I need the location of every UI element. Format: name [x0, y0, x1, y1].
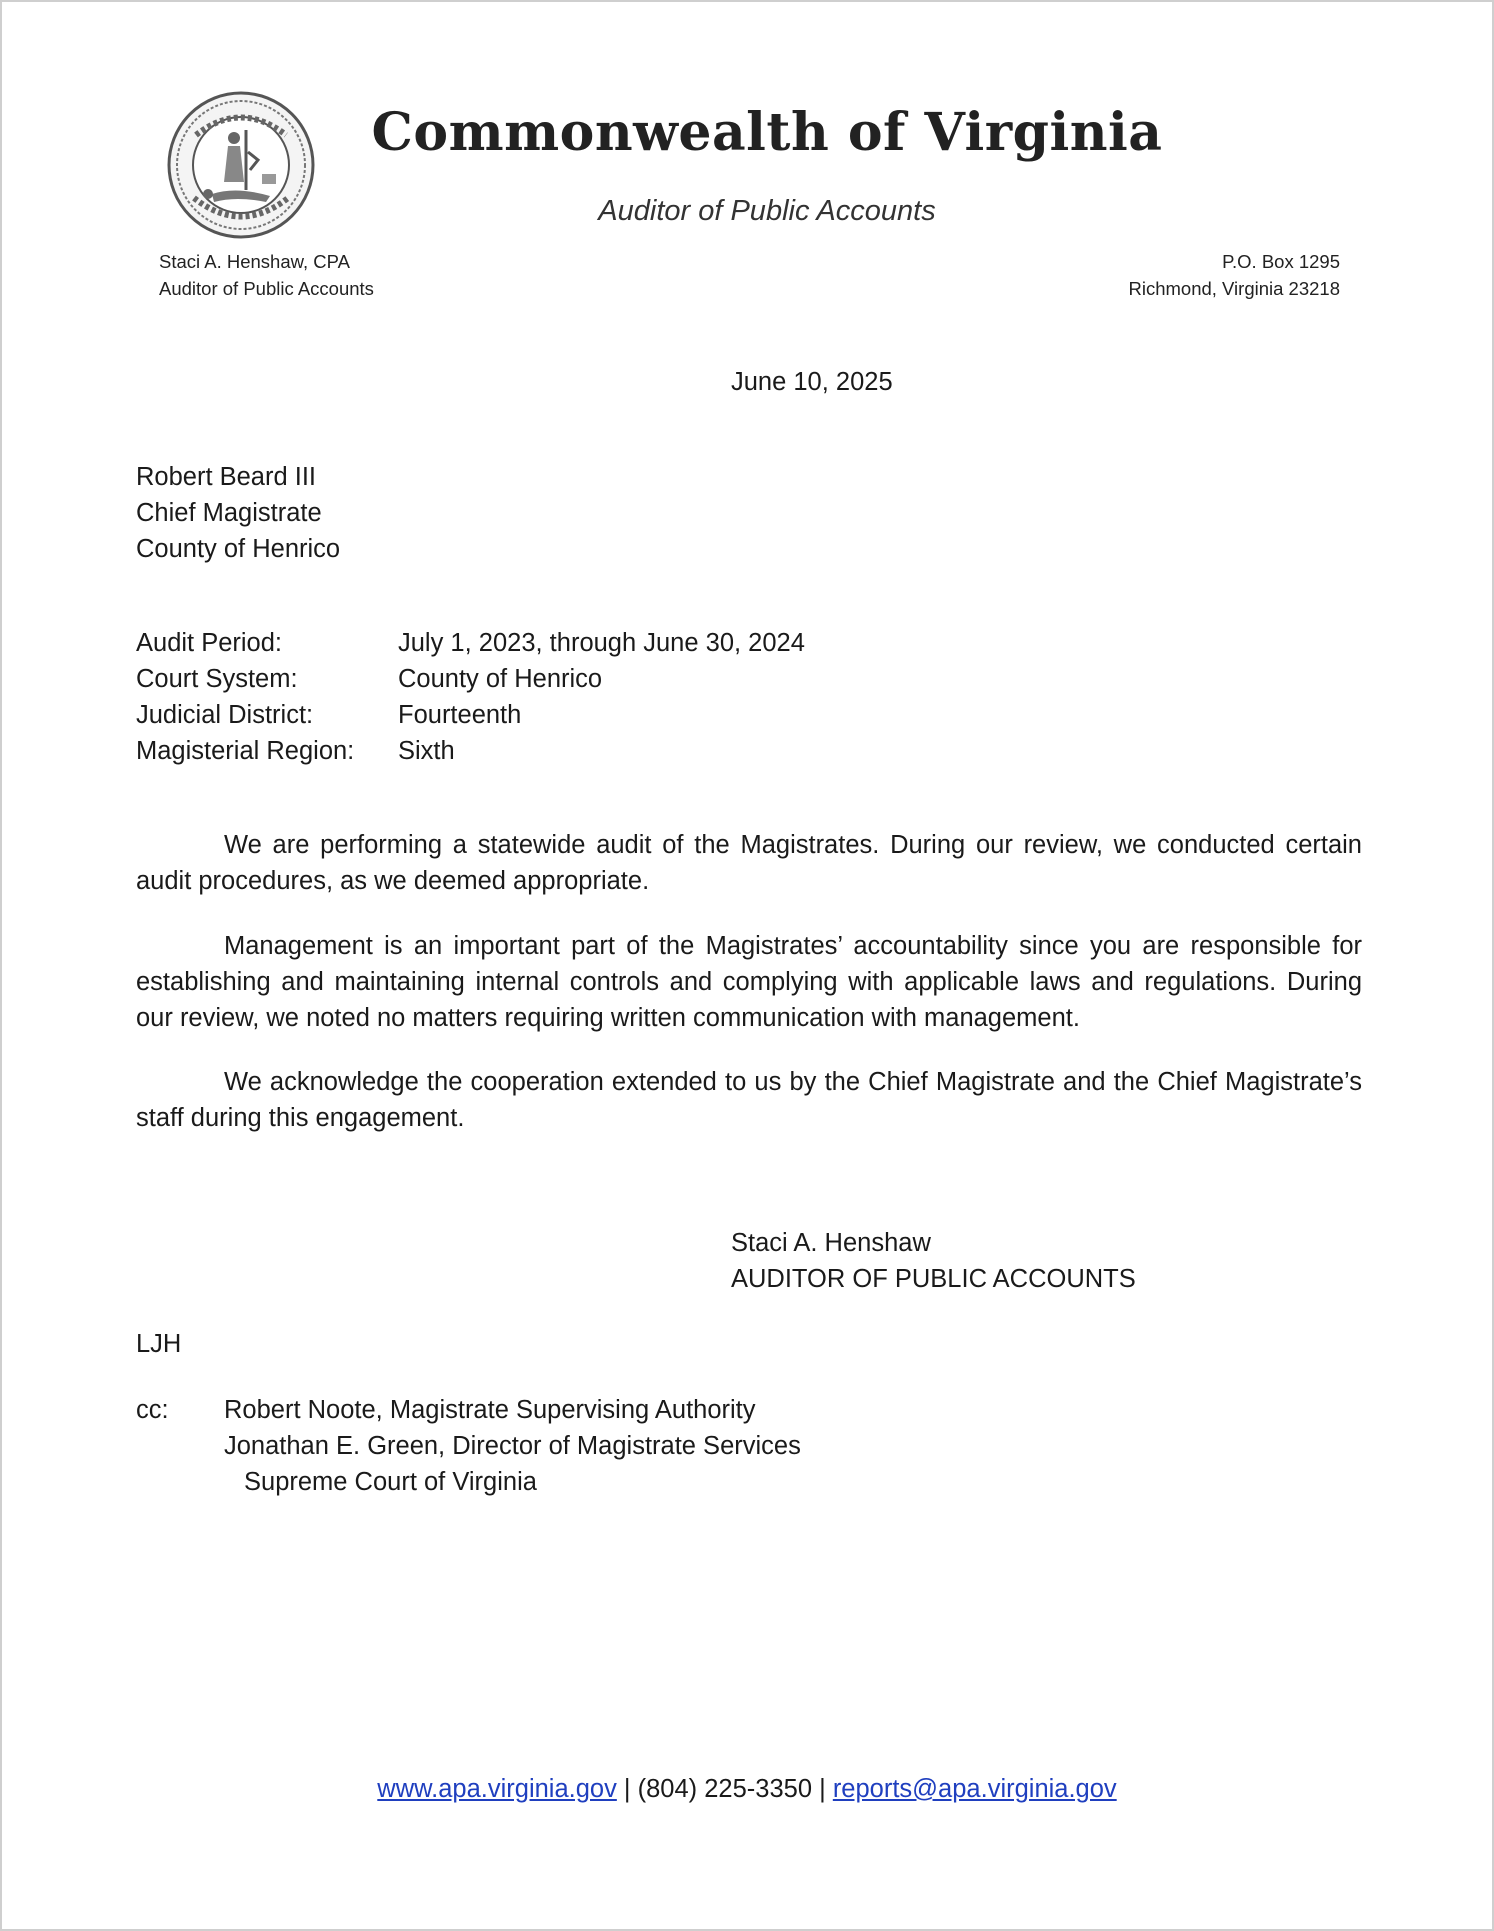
- letterhead-right-address: [1128, 248, 1340, 302]
- recipient-organization: County of Henrico: [136, 535, 341, 563]
- audit-info-label: Magisterial Region:: [136, 737, 355, 765]
- cc-line: Supreme Court of Virginia: [244, 1468, 537, 1496]
- audit-info-row: [136, 697, 805, 733]
- city-state-zip: Richmond, Virginia 23218: [1128, 278, 1340, 299]
- body-paragraph-1: We are performing a statewide audit of the Magistrates. During our review, we conducted certain audit procedures, as we deemed appropriate.: [136, 831, 1362, 895]
- cc-line: Robert Noote, Magistrate Supervising Authority: [224, 1396, 756, 1424]
- auditor-name: Staci A. Henshaw, CPA: [159, 251, 350, 272]
- recipient-block: [136, 459, 340, 567]
- signer-title: AUDITOR OF PUBLIC ACCOUNTS: [731, 1265, 1136, 1293]
- audit-info-label: Court System:: [136, 665, 298, 693]
- letterhead-subtitle: Auditor of Public Accounts: [598, 195, 936, 227]
- cc-label: cc:: [136, 1396, 169, 1424]
- footer-contact: [2, 1775, 1492, 1804]
- audit-info-value: Sixth: [398, 737, 455, 765]
- audit-info-value: County of Henrico: [398, 665, 603, 693]
- cc-line: Jonathan E. Green, Director of Magistrate Services: [224, 1432, 801, 1460]
- body-paragraph-3: We acknowledge the cooperation extended to us by the Chief Magistrate and the Chief Magistrate’s staff during this engagement.: [136, 1068, 1362, 1132]
- audit-info-label: Judicial District:: [136, 701, 314, 729]
- recipient-title: Chief Magistrate: [136, 499, 322, 527]
- audit-info-row: [136, 625, 805, 661]
- audit-info-value: July 1, 2023, through June 30, 2024: [398, 629, 805, 657]
- audit-info-row: [136, 661, 805, 697]
- recipient-name: Robert Beard III: [136, 463, 317, 491]
- audit-info-row: [136, 733, 805, 769]
- signer-name: Staci A. Henshaw: [731, 1229, 931, 1257]
- typist-initials: LJH: [136, 1330, 182, 1358]
- auditor-title: Auditor of Public Accounts: [159, 278, 374, 299]
- website-link[interactable]: www.apa.virginia.gov: [377, 1775, 617, 1803]
- body-paragraph-2: Management is an important part of the Magistrates’ accountability since you are responsible for establishing and maintaining internal controls and complying with applicable laws and regulations. During our review, we noted no matters requiring written communication with management.: [136, 932, 1362, 1032]
- po-box: P.O. Box 1295: [1222, 251, 1340, 272]
- letter-date: June 10, 2025: [731, 368, 893, 396]
- email-link[interactable]: reports@apa.virginia.gov: [832, 1775, 1117, 1803]
- audit-info-block: [136, 625, 805, 769]
- audit-info-value: Fourteenth: [398, 701, 522, 729]
- signature-block: [731, 1225, 1136, 1297]
- audit-info-label: Audit Period:: [136, 629, 283, 657]
- footer-phone: | (804) 225-3350 |: [616, 1775, 833, 1803]
- cc-list: [224, 1392, 801, 1500]
- letterhead-left-address: [159, 248, 374, 302]
- letterhead-title: Commonwealth of Virginia: [371, 102, 1163, 163]
